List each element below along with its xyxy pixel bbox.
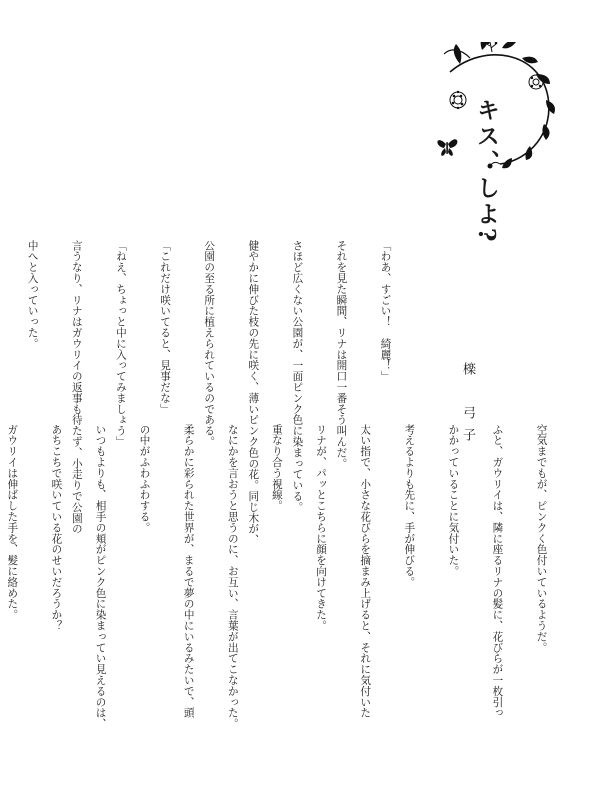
text-line: 公園の至る所に植えられているのである。 [203, 240, 216, 448]
text-line: 「わあ、すごい！ 綺麗！」 [379, 240, 392, 382]
text-line: リナが、パッとこちらに顔を向けてきた。 [315, 424, 328, 632]
text-line: かかっていることに気付いた。 [447, 424, 460, 577]
author-name: 檪 弓子 [460, 362, 475, 450]
text-line: ガウリイは伸ばした手を、髪に絡めた。 [6, 424, 19, 621]
text-line: 「これだけ咲いてると、見事だな」 [159, 240, 172, 415]
text-line: ふと、ガウリイは、隣に座るリナの髪に、花びらが一枚引っ [491, 424, 504, 719]
text-line: いつもよりも、相手の頬がピンク色に染まってい見えるのは、 [94, 424, 107, 730]
text-line: の中がふわふわする。 [138, 424, 151, 533]
text-line: 「ねえ、ちょっと中に入ってみましょう」 [114, 240, 127, 448]
text-line: 考えるよりも先に、手が伸びる。 [403, 424, 416, 588]
text-line: 柔らかに彩られた世界が、まるで夢の中にいるみたいで、頭 [182, 424, 195, 719]
text-line: 健やかに伸びた枝の先に咲く、薄いピンク色の花。同じ木が、 [247, 240, 260, 546]
text-line: なにかを言おうと思うのに、お互い、言葉が出てこなかった。 [226, 424, 239, 730]
text-line: 重なり合う視線。 [270, 424, 283, 512]
text-line: さほど広くない公園が、一面ピンク色に染まっている。 [291, 240, 304, 513]
text-line: 言うなり、リナはガウリイの返事も待たず、小走りで公園の [70, 240, 83, 535]
text-line: あちこちで咲いている花のせいだろうか？ [50, 424, 63, 632]
text-line: 空気までもが、ピンクく色付いているようだ。 [535, 424, 548, 653]
text-block-bottom [0, 424, 578, 730]
text-line: 中へと入っていった。 [26, 240, 39, 349]
story-title: キス、しよ? [473, 98, 500, 245]
text-line: 太い指で、小さな花びらを摘まみ上げると、それに気付いた [359, 424, 372, 719]
text-line: それを見た瞬間、リナは開口一番そう叫んだ。 [335, 240, 348, 469]
